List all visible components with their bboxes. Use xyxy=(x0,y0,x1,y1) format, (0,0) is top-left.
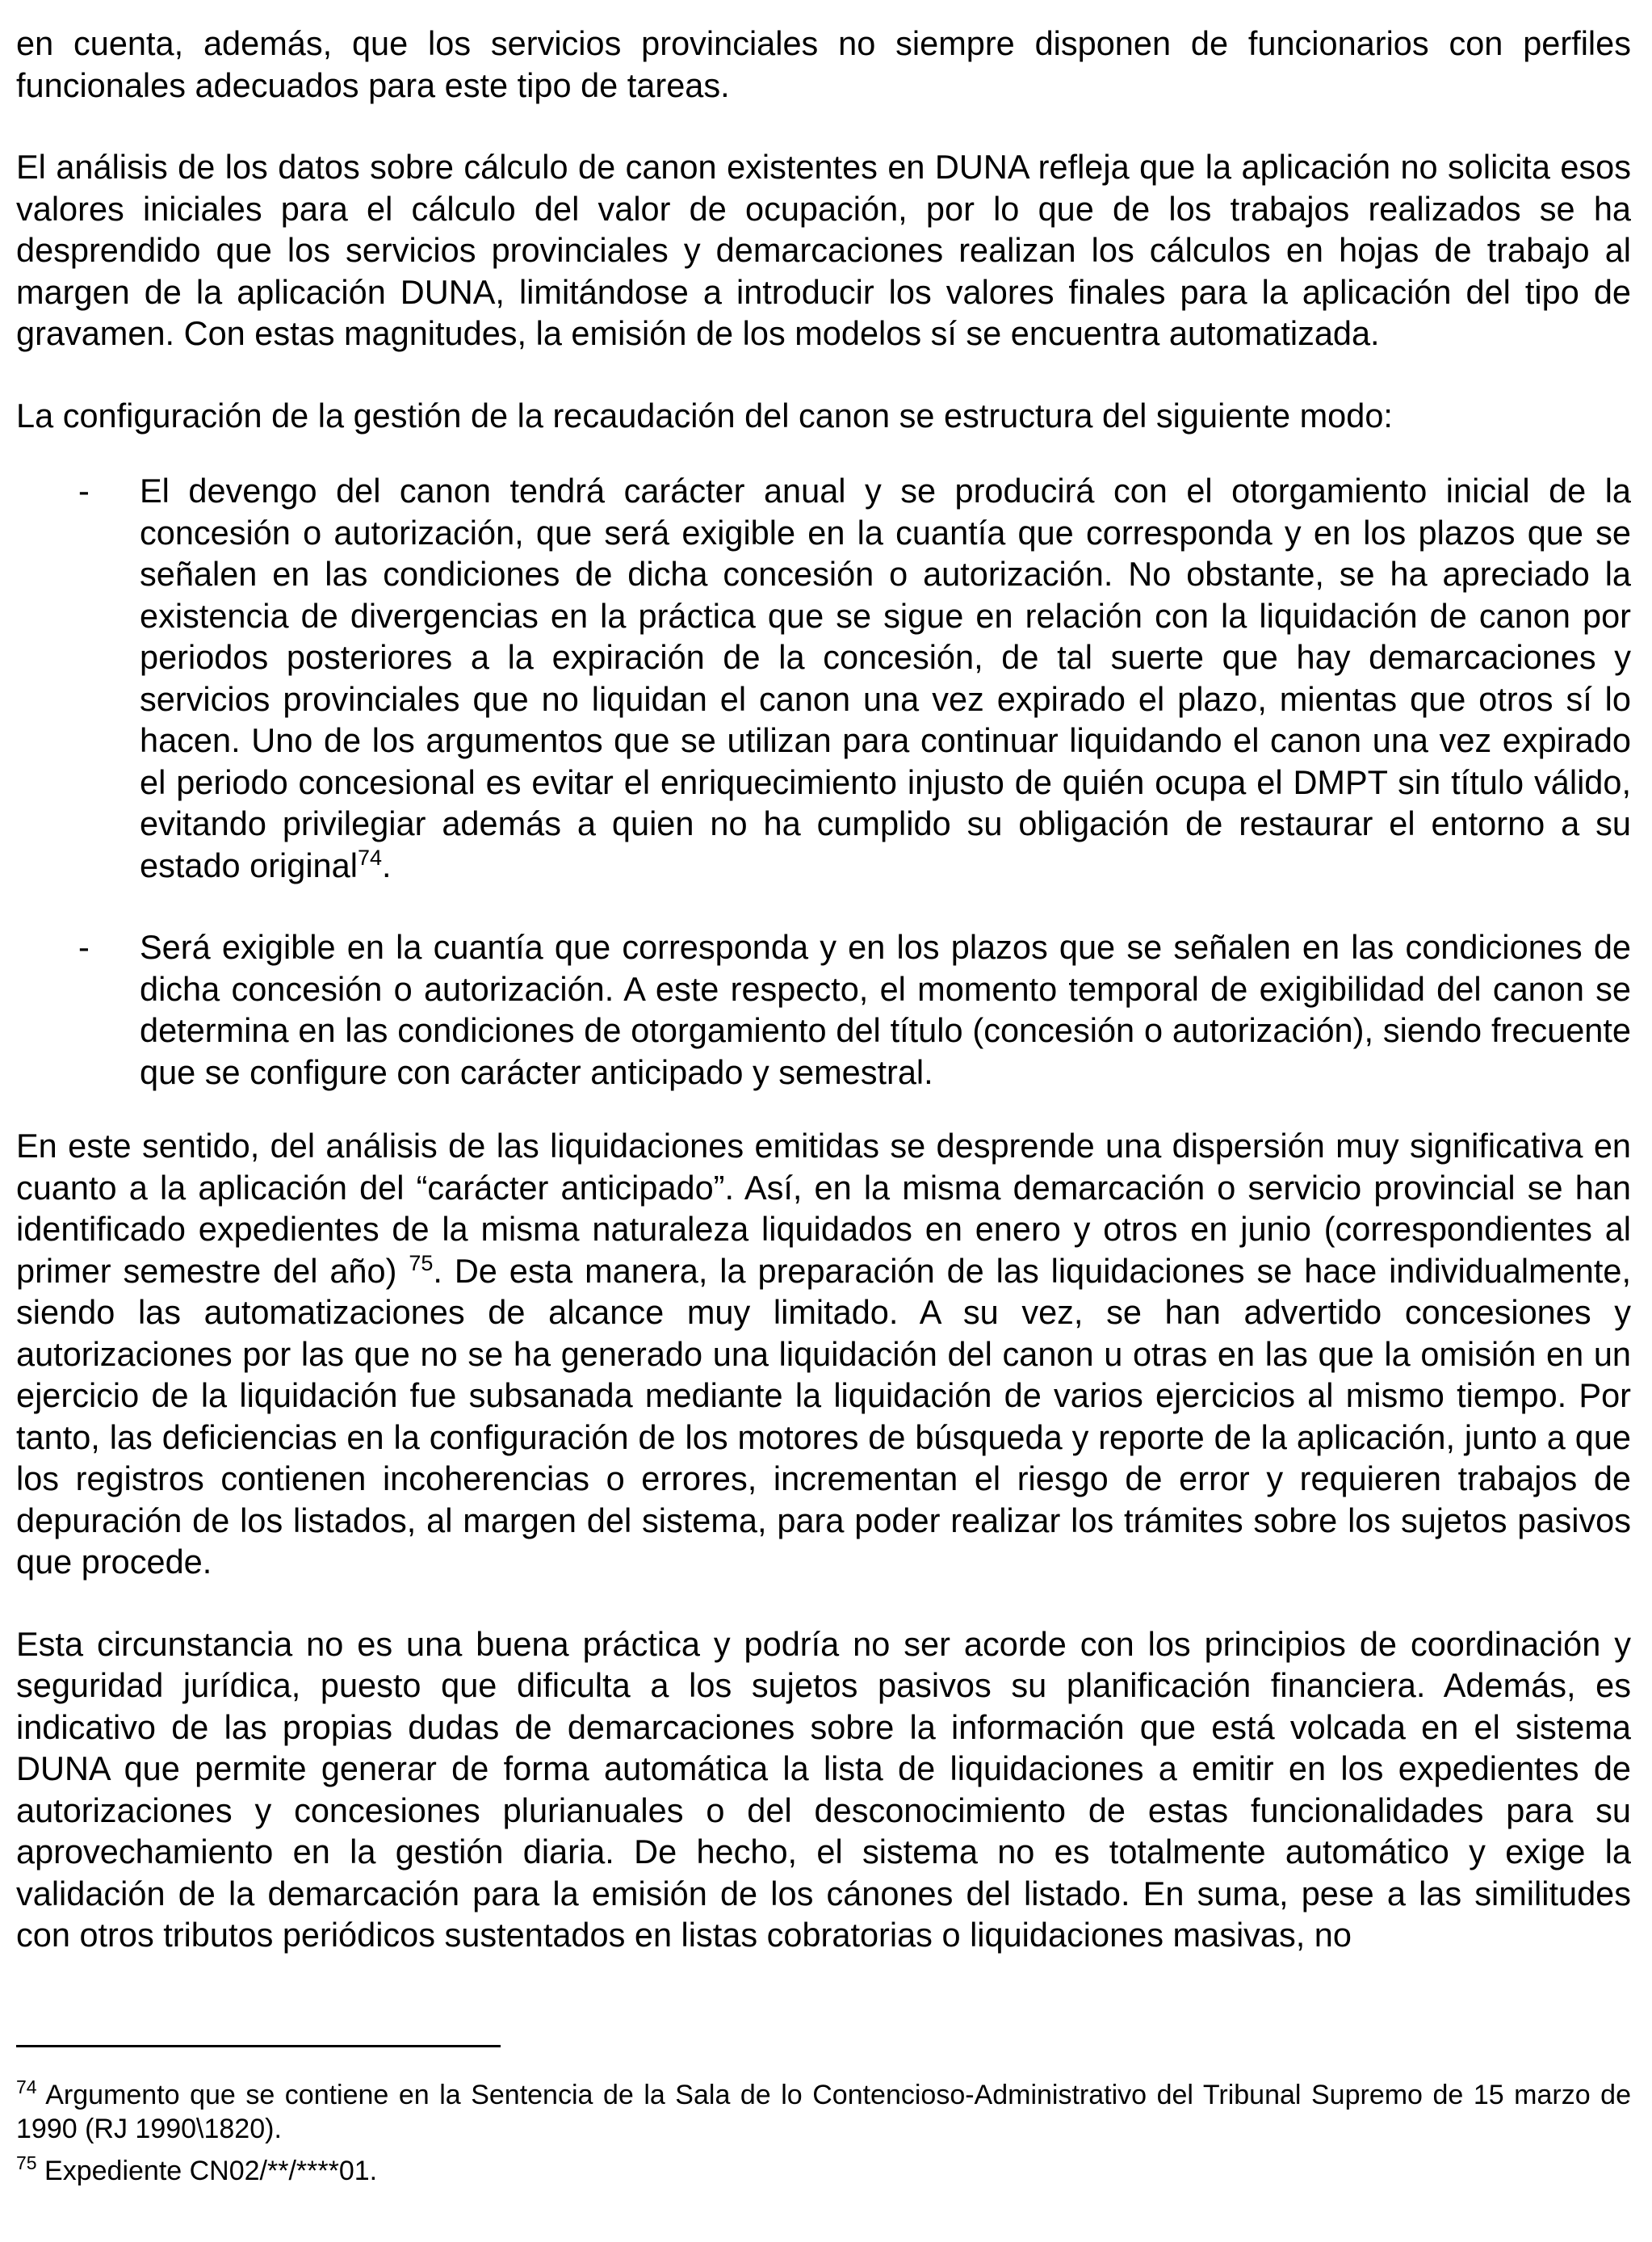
bullet-tail: . xyxy=(381,846,392,884)
footnote-75 xyxy=(16,2154,1631,2188)
footnote-ref-75[interactable]: 75 xyxy=(409,1250,434,1275)
bullet-item-1 xyxy=(16,470,1631,886)
bullet-text: Será exigible en la cuantía que corresponda y en los plazos que se señalen en las condiciones de dicha concesión o autorización. A este respecto, el momento temporal de exigibilidad del canon se determina en las condiciones de otorgamiento del título (concesión o autorización), siendo frecuente que se configure con carácter anticipado y semestral. xyxy=(140,928,1631,1091)
bullet-marker: - xyxy=(78,928,90,966)
paragraph-4 xyxy=(16,1125,1631,1583)
paragraph-1: en cuenta, además, que los servicios provinciales no siempre disponen de funcionarios con perfiles funcionales adecuados para este tipo de tareas. xyxy=(16,24,1631,104)
bullet-text: El devengo del canon tendrá carácter anual y se producirá con el otorgamiento inicial de la concesión o autorización, que será exigible en la cuantía que corresponda y en los plazos que se señalen en las condiciones de dicha concesión o autorización. No obstante, se ha apreciado la existencia de divergencias en la práctica que se sigue en relación con la liquidación de canon por periodos posteriores a la expiración de la concesión, de tal suerte que hay demarcaciones y servicios provinciales que no liquidan el canon una vez expirado el plazo, mientas que otros sí lo hacen. Uno de los argumentos que se utilizan para continuar liquidando el canon una vez expirado el periodo concesional es evitar el enriquecimiento injusto de quién ocupa el DMPT sin título válido, evitando privilegiar además a quien no ha cumplido su obligación de restaurar el entorno a su estado original xyxy=(140,472,1631,884)
footnotes-section xyxy=(16,2045,1631,2196)
footnote-divider xyxy=(16,2045,501,2047)
footnote-text: Argumento que se contiene en la Sentencia de la Sala de lo Contencioso-Administrativo del Tribunal Supremo de 15 marzo de 1990 (RJ 1990\1820). xyxy=(16,2080,1631,2144)
footnote-number: 75 xyxy=(16,2152,37,2173)
footnote-number: 74 xyxy=(16,2076,37,2097)
paragraph-5: Esta circunstancia no es una buena práctica y podría no ser acorde con los principios de coordinación y seguridad jurídica, puesto que dificulta a los sujetos pasivos su planificación financiera. Además, es indicativo de las propias dudas de demarcaciones sobre la información que está volcada en el sistema DUNA que permite generar de forma automática la lista de liquidaciones a emitir en los expedientes de autorizaciones y concesiones plurianuales o del desconocimiento de estas funcionalidades para su aprovechamiento en la gestión diaria. De hecho, el sistema no es totalmente automático y exige la validación de la demarcación para la emisión de los cánones del listado. En suma, pese a las similitudes con otros tributos periódicos sustentados en listas cobratorias o liquidaciones masivas, no xyxy=(16,1624,1631,1954)
footnote-ref-74[interactable]: 74 xyxy=(357,845,382,870)
footnote-74 xyxy=(16,2078,1631,2146)
bullet-marker: - xyxy=(78,472,90,510)
bullet-item-2 xyxy=(16,926,1631,1093)
paragraph-4-text-end: . De esta manera, la preparación de las liquidaciones se hace individualmente, siendo las automatizaciones de alcance muy limitado. A su vez, se han advertido concesiones y autorizaciones por las que no se ha generado una liquidación del canon u otras en las que la omisión en un ejercicio de la liquidación fue subsanada mediante la liquidación de varios ejercicios al mismo tiempo. Por tanto, las deficiencias en la configuración de los motores de búsqueda y reporte de la aplicación, junto a que los registros contienen incoherencias o errores, incrementan el riesgo de error y requieren trabajos de depuración de los listados, al margen del sistema, para poder realizar los trámites sobre los sujetos pasivos que procede. xyxy=(16,1251,1631,1581)
paragraph-4-text-start: En este sentido, del análisis de las liquidaciones emitidas se desprende una dispersión muy significativa en cuanto a la aplicación del “carácter anticipado”. Así, en la misma demarcación o servicio provincial se han identificado expedientes de la misma naturaleza liquidados en enero y otros en junio (correspondientes al primer semestre del año) xyxy=(16,1127,1631,1290)
document-page xyxy=(16,23,1631,1996)
footnote-text: Expediente CN02/**/****01. xyxy=(36,2156,378,2186)
paragraph-3: La configuración de la gestión de la recaudación del canon se estructura del siguiente modo: xyxy=(16,396,1393,435)
bullet-list xyxy=(16,470,1631,1093)
paragraph-2: El análisis de los datos sobre cálculo de canon existentes en DUNA refleja que la aplicación no solicita esos valores iniciales para el cálculo del valor de ocupación, por lo que de los trabajos realizados se ha desprendido que los servicios provinciales y demarcaciones realizan los cálculos en hojas de trabajo al margen de la aplicación DUNA, limitándose a introducir los valores finales para la aplicación del tipo de gravamen. Con estas magnitudes, la emisión de los modelos sí se encuentra automatizada. xyxy=(16,148,1631,352)
